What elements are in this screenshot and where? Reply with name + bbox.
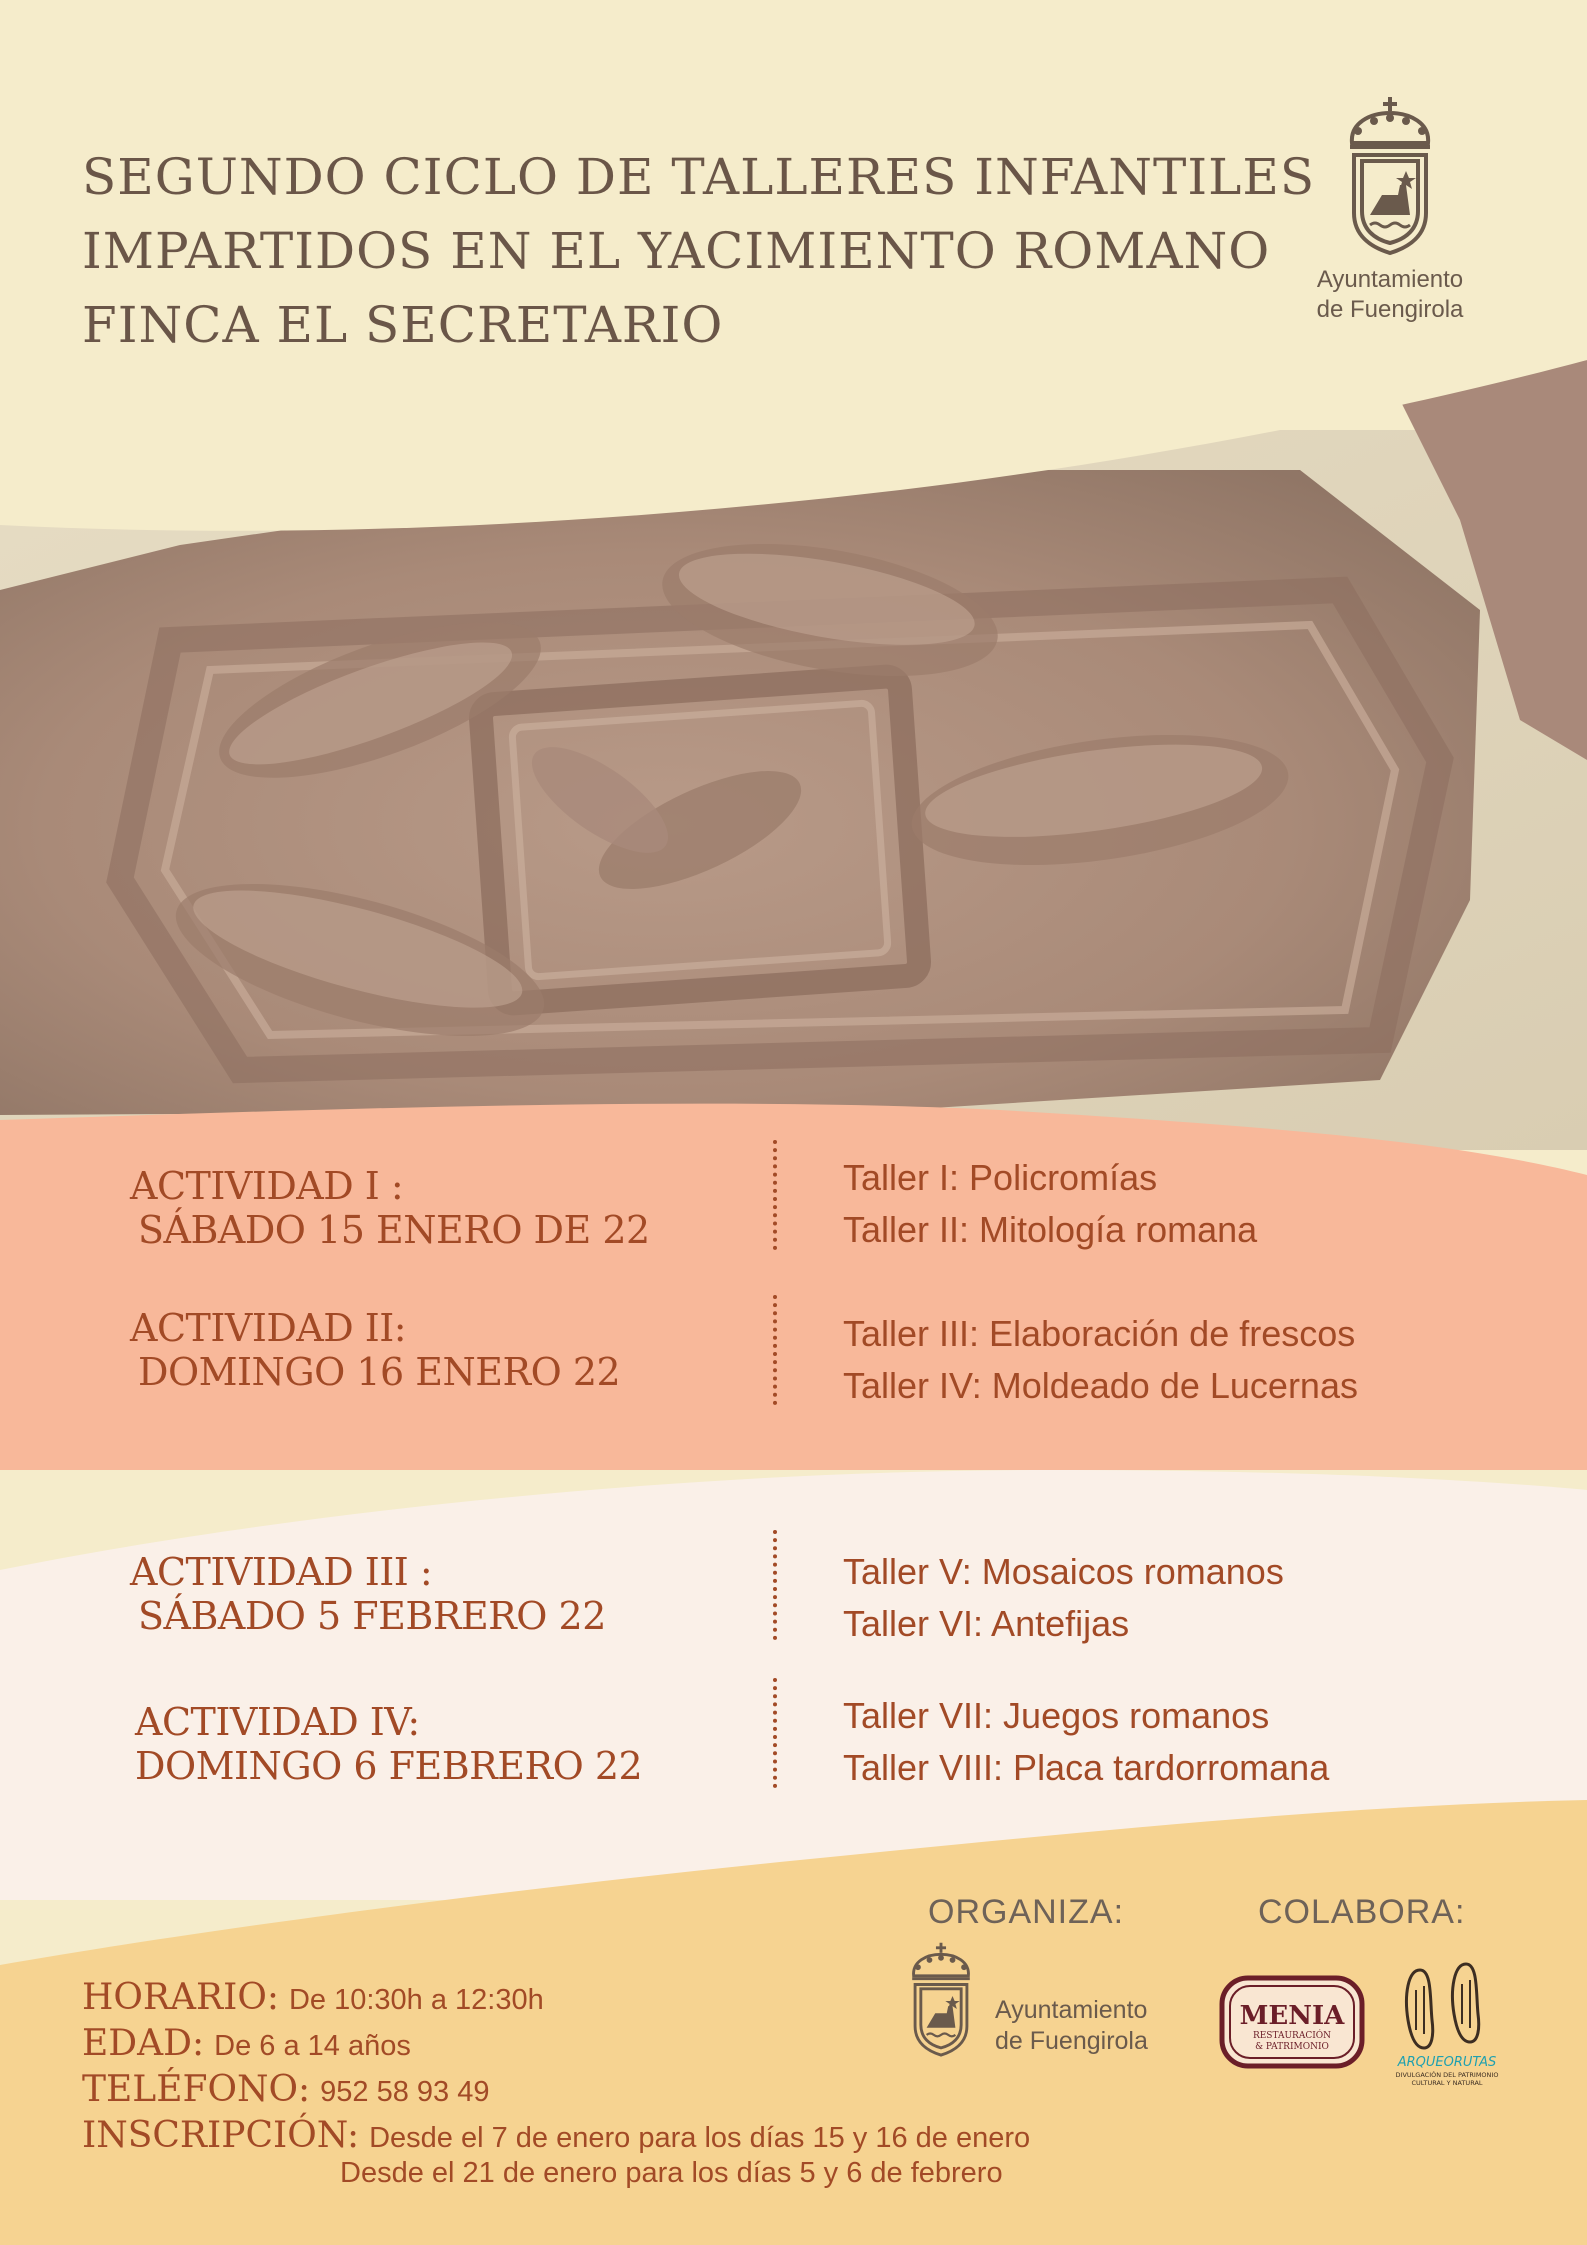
menia-sub1: RESTAURACIÓN bbox=[1252, 2031, 1332, 2041]
activity-date: DOMINGO 16 ENERO 22 bbox=[138, 1350, 621, 1394]
telefono-row bbox=[82, 2069, 489, 2110]
edad-label: EDAD: bbox=[82, 2023, 205, 2064]
menia-name: MENIA bbox=[1239, 2001, 1345, 2031]
organizer-name bbox=[995, 1995, 1148, 2057]
footprints-icon bbox=[1407, 1964, 1479, 2048]
taller-item: Taller VI: Antefijas bbox=[843, 1603, 1130, 1644]
arqueo-sub1: DIVULGACIÓN DEL PATRIMONIO bbox=[1395, 2071, 1499, 2079]
title-line: SEGUNDO CICLO DE TALLERES INFANTILES bbox=[82, 148, 1316, 206]
horario-value: De 10:30h a 12:30h bbox=[288, 1984, 544, 2016]
activity-title: ACTIVIDAD IV: bbox=[135, 1700, 420, 1744]
divider bbox=[773, 1530, 777, 1640]
activity-title: ACTIVIDAD I : bbox=[130, 1164, 404, 1208]
taller-item: Taller II: Mitología romana bbox=[843, 1209, 1258, 1250]
activity-label bbox=[130, 1550, 606, 1638]
title-line: FINCA EL SECRETARIO bbox=[82, 296, 724, 354]
telefono-value: 952 58 93 49 bbox=[320, 2076, 490, 2108]
taller-item: Taller IV: Moldeado de Lucernas bbox=[843, 1365, 1358, 1406]
divider bbox=[773, 1678, 777, 1788]
logo-name-line2: de Fuengirola bbox=[1316, 296, 1464, 323]
page-title bbox=[82, 140, 1316, 362]
arqueo-sub2: CULTURAL Y NATURAL bbox=[1411, 2079, 1483, 2087]
taller-item: Taller V: Mosaicos romanos bbox=[843, 1551, 1284, 1592]
taller-item: Taller I: Policromías bbox=[843, 1157, 1158, 1198]
inscripcion-row bbox=[82, 2115, 1030, 2156]
inscripcion-row-2 bbox=[340, 2157, 1003, 2190]
organizer-name-line2: de Fuengirola bbox=[995, 2027, 1148, 2055]
coat-of-arms-icon bbox=[905, 1940, 977, 2065]
title-line: IMPARTIDOS EN EL YACIMIENTO ROMANO bbox=[82, 222, 1271, 280]
inscripcion-line2: Desde el 21 de enero para los días 5 y 6 de febrero bbox=[340, 2157, 1003, 2189]
activity-date: SÁBADO 15 ENERO DE 22 bbox=[138, 1208, 650, 1252]
activity-date: DOMINGO 6 FEBRERO 22 bbox=[135, 1744, 643, 1788]
coat-of-arms-icon bbox=[1340, 95, 1440, 265]
edad-row bbox=[82, 2023, 411, 2064]
menia-logo bbox=[1218, 1974, 1366, 2070]
organiza-label: ORGANIZA: bbox=[928, 1893, 1125, 1931]
ayuntamiento-logo bbox=[1300, 95, 1480, 325]
activity-date: SÁBADO 5 FEBRERO 22 bbox=[138, 1594, 606, 1638]
edad-value: De 6 a 14 años bbox=[214, 2030, 411, 2062]
arqueo-name: ARQUEORUTAS bbox=[1397, 2055, 1497, 2070]
inscripcion-label: INSCRIPCIÓN: bbox=[82, 2115, 360, 2156]
arqueorutas-logo bbox=[1380, 1950, 1515, 2090]
colabora-label: COLABORA: bbox=[1258, 1893, 1466, 1931]
taller-item: Taller VIII: Placa tardorromana bbox=[843, 1747, 1330, 1788]
horario-label: HORARIO: bbox=[82, 1977, 279, 2018]
organizer-name-line1: Ayuntamiento bbox=[995, 1996, 1148, 2024]
horario-row bbox=[82, 1977, 544, 2018]
inscripcion-line1: Desde el 7 de enero para los días 15 y 16 de enero bbox=[369, 2122, 1031, 2154]
divider bbox=[773, 1295, 777, 1405]
organizer-logo bbox=[905, 1940, 977, 2070]
activity-title: ACTIVIDAD III : bbox=[130, 1550, 433, 1594]
taller-item: Taller VII: Juegos romanos bbox=[843, 1695, 1270, 1736]
menia-sub2: & PATRIMONIO bbox=[1255, 2042, 1329, 2052]
activity-label bbox=[135, 1700, 642, 1788]
logo-name-line1: Ayuntamiento bbox=[1316, 266, 1464, 293]
divider bbox=[773, 1140, 777, 1250]
activity-label bbox=[130, 1306, 620, 1394]
activity-label bbox=[130, 1164, 650, 1252]
activity-title: ACTIVIDAD II: bbox=[130, 1306, 407, 1350]
taller-item: Taller III: Elaboración de frescos bbox=[843, 1313, 1356, 1354]
telefono-label: TELÉFONO: bbox=[82, 2069, 311, 2110]
